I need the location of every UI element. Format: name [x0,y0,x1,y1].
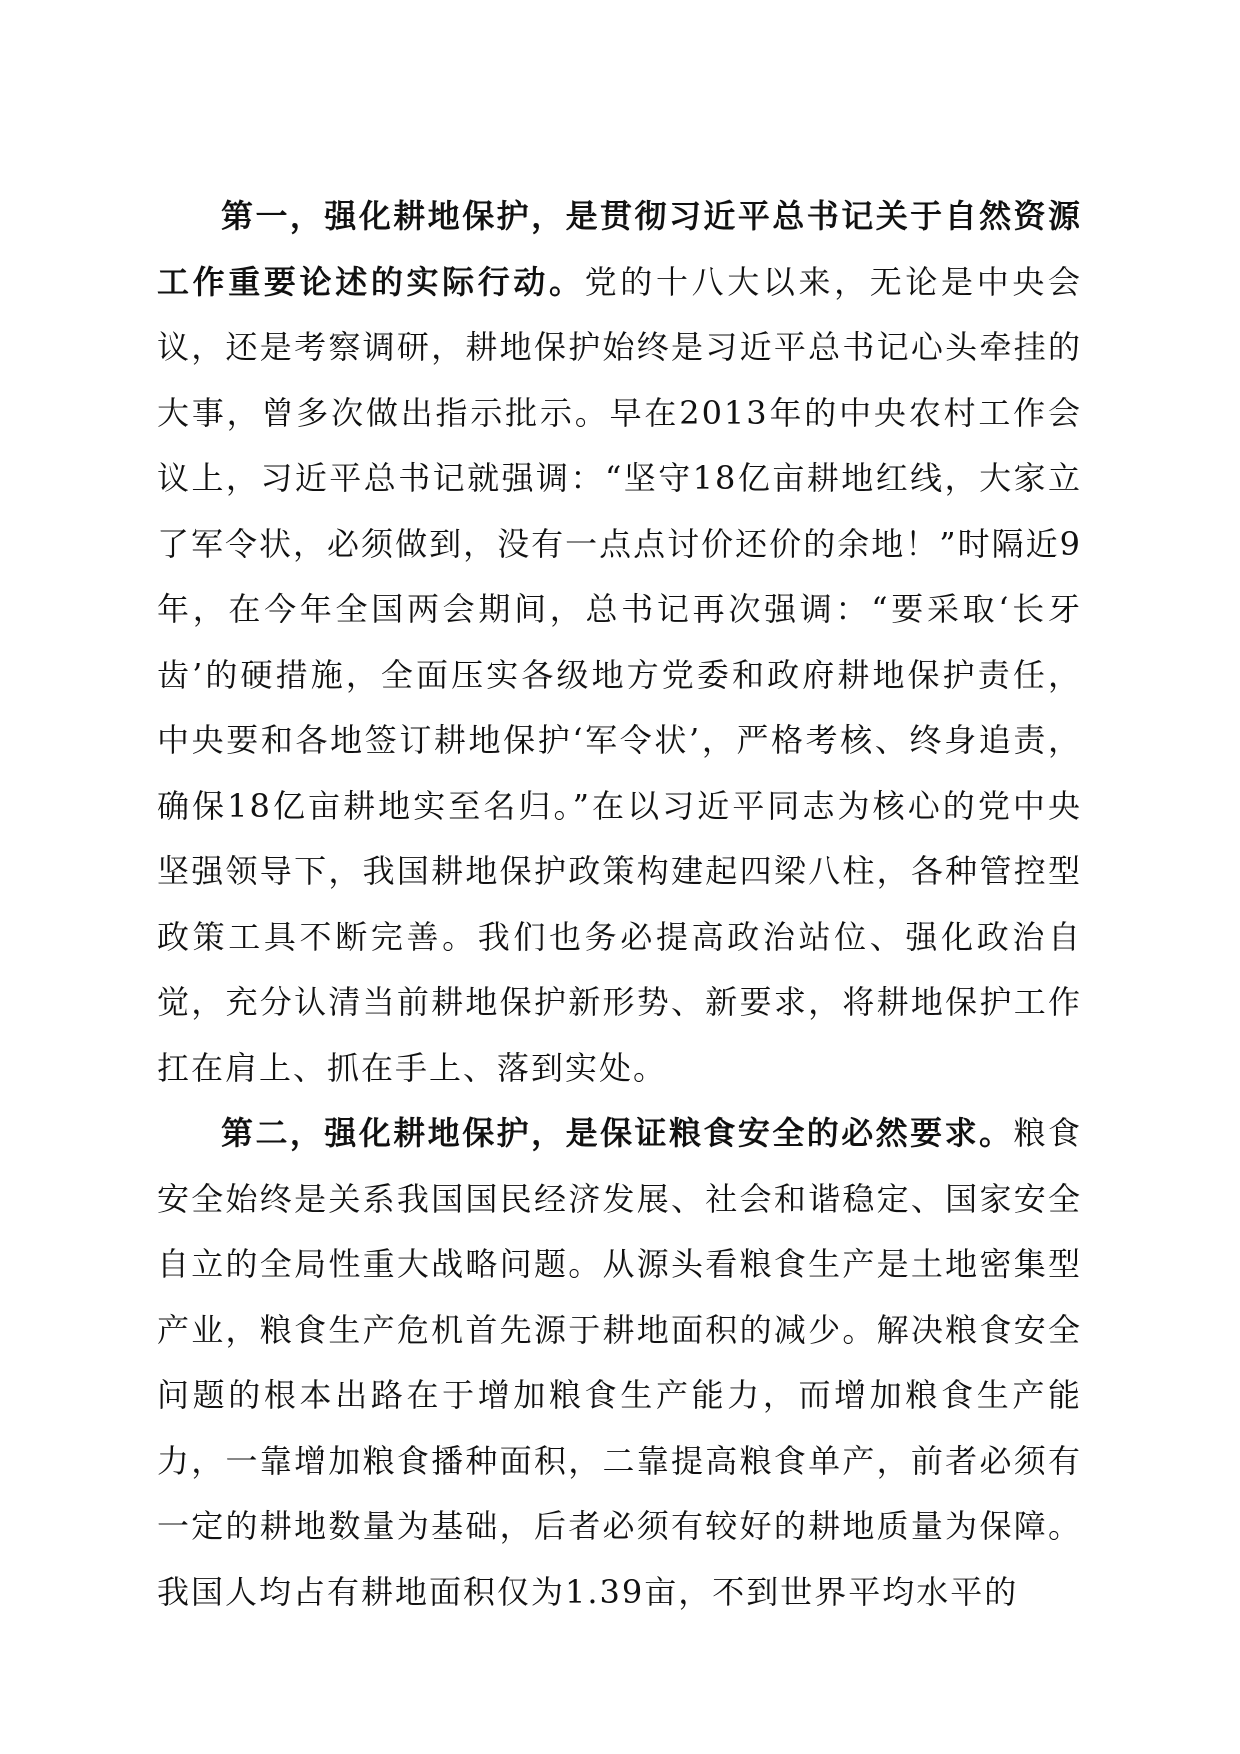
paragraph-2 [157,1101,1082,1625]
paragraph-1 [157,184,1082,1101]
paragraph-2-text: 粮食安全始终是关系我国国民经济发展、社会和谐稳定、国家安全自立的全局性重大战略问题。从源头看粮食生产是土地密集型产业，粮食生产危机首先源于耕地面积的减少。解决粮食安全问题的根本出路在于增加粮食生产能力，而增加粮食生产能力，一靠增加粮食播种面积，二靠提高粮食单产，前者必须有一定的耕地数量为基础，后者必须有较好的耕地质量为保障。我国人均占有耕地面积仅为1.39亩，不到世界平均水平的 [157,1114,1082,1611]
paragraph-2-heading: 第二，强化耕地保护，是保证粮食安全的必然要求。 [221,1114,1014,1152]
paragraph-1-text: 党的十八大以来，无论是中央会议，还是考察调研，耕地保护始终是习近平总书记心头牵挂的大事，曾多次做出指示批示。早在2013年的中央农村工作会议上，习近平总书记就强调：“坚守18亿亩耕地红线，大家立了军令状，必须做到，没有一点点讨价还价的余地！”时隔近9年，在今年全国两会期间，总书记再次强调：“要采取‘长牙齿’的硬措施，全面压实各级地方党委和政府耕地保护责任，中央要和各地签订耕地保护‘军令状’，严格考核、终身追责，确保18亿亩耕地实至名归。”在以习近平同志为核心的党中央坚强领导下，我国耕地保护政策构建起四梁八柱，各种管控型政策工具不断完善。我们也务必提高政治站位、强化政治自觉，充分认清当前耕地保护新形势、新要求，将耕地保护工作扛在肩上、抓在手上、落到实处。 [157,262,1082,1087]
paragraph-1-heading: 第一，强化耕地保护，是贯彻习近平总书记关于自然资源工作重要论述的实际行动。 [157,197,1082,301]
document-body [157,184,1082,1625]
